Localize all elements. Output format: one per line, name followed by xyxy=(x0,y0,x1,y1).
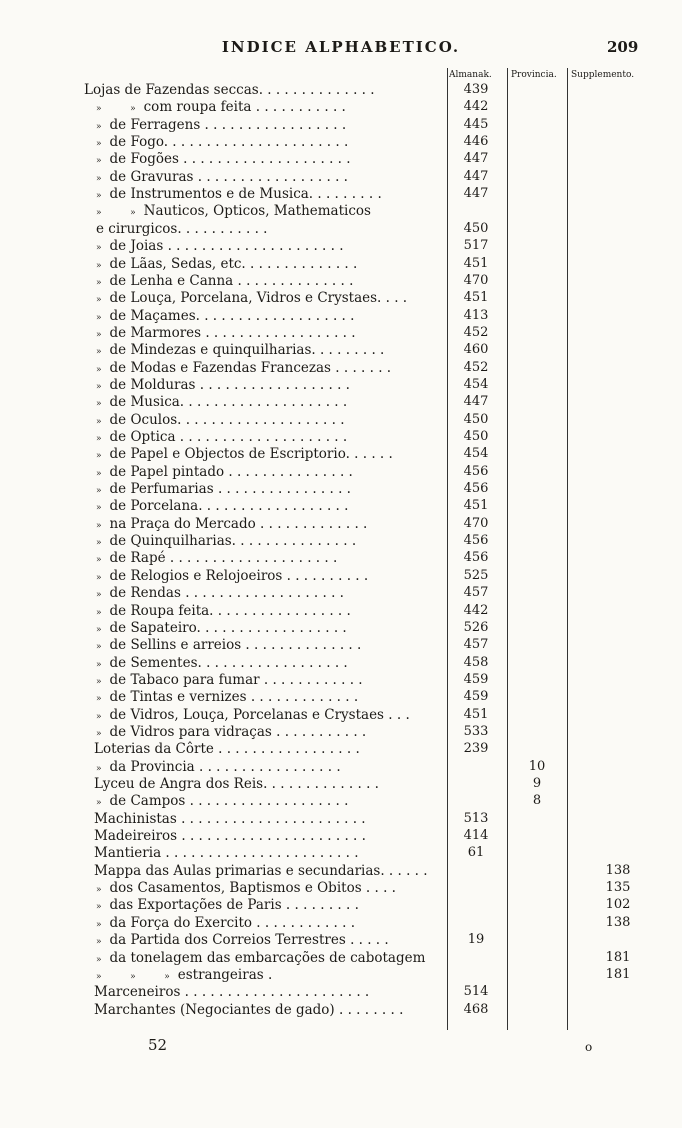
entry-text: Lyceu de Angra dos Reis. . . . . . . . . . . . . . xyxy=(94,776,379,792)
index-entry xyxy=(96,134,446,151)
page-ref-almanak: 460 xyxy=(463,342,489,358)
entry-text: de Molduras . . . . . . . . . . . . . . . . . . xyxy=(109,376,350,393)
ditto-mark: » xyxy=(96,416,102,427)
entry-text: de Vidros, Louça, Porcelanas e Crystaes . . . xyxy=(109,706,410,723)
page-ref-almanak: 452 xyxy=(463,324,489,340)
index-entry xyxy=(96,238,446,255)
index-entry xyxy=(96,325,446,342)
index-entry xyxy=(96,950,446,967)
entry-text: de Louça, Porcelana, Vidros e Crystaes. . . . xyxy=(109,290,408,307)
index-entry xyxy=(94,776,446,793)
index-entry xyxy=(96,689,446,706)
page-ref-almanak: 525 xyxy=(463,567,489,583)
index-entry xyxy=(96,99,446,116)
entry-text: de Maçames. . . . . . . . . . . . . . . . . . . xyxy=(109,307,355,324)
entry-text: de Sellins e arreios . . . . . . . . . . . . . . xyxy=(109,637,362,654)
index-entry xyxy=(96,637,446,654)
index-entry xyxy=(96,585,446,602)
ditto-mark: » xyxy=(96,590,102,601)
ditto-mark: » xyxy=(96,156,102,167)
ditto-mark: » xyxy=(96,121,102,132)
index-entry xyxy=(96,793,446,810)
entry-text: de Tintas e vernizes . . . . . . . . . . . . . xyxy=(109,689,359,706)
entry-text: de Fogo. . . . . . . . . . . . . . . . . . . . . . xyxy=(109,134,349,151)
index-entry xyxy=(96,308,446,325)
entry-text: de Quinquilharias. . . . . . . . . . . . . . . xyxy=(109,533,357,550)
page-ref-supplemento: 138 xyxy=(605,862,631,878)
ditto-mark: » xyxy=(96,381,102,392)
index-entry xyxy=(96,446,446,463)
index-entry xyxy=(96,117,446,134)
page-title: INDICE ALPHABETICO. xyxy=(221,38,461,56)
entry-text: Marceneiros . . . . . . . . . . . . . . . . . . . . . . xyxy=(94,984,370,1001)
ditto-mark: » xyxy=(96,676,102,687)
ditto-mark: » xyxy=(96,763,102,774)
ditto-mark: » xyxy=(96,607,102,618)
entry-text: de Joias . . . . . . . . . . . . . . . . . . . . . xyxy=(109,238,344,255)
page-ref-almanak: 459 xyxy=(463,671,489,687)
index-entry xyxy=(96,915,446,932)
page-ref-almanak: 526 xyxy=(463,619,489,635)
ditto-mark: » xyxy=(96,312,102,323)
ditto-mark: » xyxy=(96,919,102,930)
index-entry xyxy=(94,984,446,1001)
index-entry xyxy=(96,672,446,689)
column-divider xyxy=(507,68,508,1030)
column-header-provincia: Provincia. xyxy=(511,70,557,80)
ditto-mark: » xyxy=(96,243,102,254)
ditto-mark: » xyxy=(96,572,102,583)
index-entry xyxy=(96,759,446,776)
entry-text: das Exportações de Paris . . . . . . . . . xyxy=(109,897,359,914)
index-entry xyxy=(96,533,446,550)
ditto-mark: » xyxy=(96,694,102,705)
entry-text: de Papel e Objectos de Escriptorio. . . . . . xyxy=(109,446,393,463)
page-ref-provincia: 9 xyxy=(532,776,542,791)
page-ref-almanak: 61 xyxy=(467,845,485,861)
page-ref-almanak: 451 xyxy=(463,290,489,306)
entry-text: da Partida dos Correios Terrestres . . . . . xyxy=(109,932,389,949)
entry-text: de Marmores . . . . . . . . . . . . . . . . . . xyxy=(109,324,356,341)
page-ref-almanak: 446 xyxy=(463,134,489,150)
index-entry xyxy=(96,724,446,741)
ditto-mark: » xyxy=(96,555,102,566)
entry-text: de Porcelana. . . . . . . . . . . . . . . . . . xyxy=(109,498,349,515)
page-ref-supplemento: 181 xyxy=(605,949,631,965)
ditto-mark: » xyxy=(96,503,102,514)
index-entry xyxy=(96,221,446,238)
entry-text: de Roupa feita. . . . . . . . . . . . . . . . . xyxy=(109,602,351,619)
ditto-mark: » xyxy=(96,451,102,462)
entry-text: de Vidros para vidraças . . . . . . . . . . . xyxy=(109,723,367,740)
page-ref-almanak: 458 xyxy=(463,654,489,670)
page-ref-almanak: 470 xyxy=(463,515,489,531)
index-entry xyxy=(96,897,446,914)
column-header-supplemento: Supplemento. xyxy=(571,70,635,80)
ditto-mark: » xyxy=(96,711,102,722)
ditto-mark: » xyxy=(96,954,102,965)
entry-text: de Campos . . . . . . . . . . . . . . . . . . . xyxy=(109,793,349,810)
index-entry xyxy=(94,828,446,845)
page-ref-almanak: 456 xyxy=(463,550,489,566)
page-ref-almanak: 457 xyxy=(463,585,489,601)
page-ref-provincia: 8 xyxy=(532,793,542,809)
ditto-mark: » xyxy=(96,659,102,670)
ditto-mark: » xyxy=(96,347,102,358)
entry-text: Marchantes (Negociantes de gado) . . . . . . . . xyxy=(94,1001,404,1018)
entry-text: da tonelagem das embarcações de cabotagem xyxy=(109,949,426,966)
ditto-mark: » xyxy=(96,728,102,739)
page-ref-provincia: 10 xyxy=(528,758,546,774)
index-entry xyxy=(96,290,446,307)
index-entry xyxy=(94,741,446,758)
page-ref-almanak: 514 xyxy=(463,984,489,1000)
ditto-mark: » xyxy=(96,364,102,375)
index-entry xyxy=(96,342,446,359)
index-entry xyxy=(94,863,446,880)
page-ref-almanak: 468 xyxy=(463,1001,489,1017)
ditto-mark: » xyxy=(96,538,102,549)
page-ref-almanak: 459 xyxy=(463,689,489,705)
index-entry xyxy=(96,360,446,377)
entry-text: de Lenha e Canna . . . . . . . . . . . . . . xyxy=(109,272,354,289)
ditto-mark: » » » xyxy=(96,971,170,982)
page-ref-almanak: 447 xyxy=(463,168,489,184)
entry-text: de Lãas, Sedas, etc. . . . . . . . . . . . . . xyxy=(109,255,358,272)
page-ref-almanak: 450 xyxy=(463,429,489,444)
ditto-mark: » xyxy=(96,329,102,340)
entry-text: de Musica. . . . . . . . . . . . . . . . . . . . xyxy=(109,394,348,411)
entry-text: da Provincia . . . . . . . . . . . . . . . . . xyxy=(109,758,341,775)
page-ref-almanak: 414 xyxy=(463,828,489,844)
page-ref-almanak: 445 xyxy=(463,116,489,132)
index-entry xyxy=(96,707,446,724)
index-entry xyxy=(96,273,446,290)
column-header-almanak: Almanak. xyxy=(449,70,492,80)
page-ref-almanak: 451 xyxy=(463,498,489,514)
page-ref-almanak: 447 xyxy=(463,151,489,167)
ditto-mark: » xyxy=(96,295,102,306)
index-entry xyxy=(96,151,446,168)
ditto-mark: » xyxy=(96,173,102,184)
index-entry xyxy=(96,464,446,481)
entry-text: de Mindezas e quinquilharias. . . . . . . . . xyxy=(109,342,385,359)
page-number: 209 xyxy=(607,38,639,56)
ditto-mark: » xyxy=(96,260,102,271)
page-ref-supplemento: 181 xyxy=(605,966,631,982)
page-ref-almanak: 457 xyxy=(463,637,489,653)
ditto-mark: » xyxy=(96,277,102,288)
page-ref-almanak: 513 xyxy=(463,810,489,826)
entry-text: de Gravuras . . . . . . . . . . . . . . . . . . xyxy=(109,168,348,185)
ditto-mark: » xyxy=(96,937,102,948)
index-entry xyxy=(96,429,446,446)
index-entry xyxy=(96,169,446,186)
entry-text: de Oculos. . . . . . . . . . . . . . . . . . . . xyxy=(109,411,345,428)
index-entry xyxy=(96,655,446,672)
entry-text: Lojas de Fazendas seccas. . . . . . . . . . . . . . xyxy=(84,82,375,98)
page-ref-supplemento: 102 xyxy=(605,897,631,913)
page-ref-almanak: 442 xyxy=(463,99,489,115)
page-ref-supplemento: 138 xyxy=(605,914,631,930)
index-entry xyxy=(96,203,446,220)
footer-mark: o xyxy=(585,1040,593,1054)
page-ref-supplemento: 135 xyxy=(605,880,631,896)
page-ref-almanak: 450 xyxy=(463,411,489,427)
index-entry xyxy=(96,412,446,429)
ditto-mark: » xyxy=(96,191,102,202)
page-ref-almanak: 452 xyxy=(463,359,489,375)
index-entry xyxy=(96,568,446,585)
entry-text: de Tabaco para fumar . . . . . . . . . . . . xyxy=(109,671,363,688)
column-divider xyxy=(567,68,568,1030)
entry-text: de Papel pintado . . . . . . . . . . . . . . . xyxy=(109,463,353,480)
index-entry xyxy=(96,967,446,984)
page-ref-almanak: 456 xyxy=(463,463,489,479)
ditto-mark: » » xyxy=(96,104,136,115)
page-ref-almanak: 456 xyxy=(463,533,489,549)
entry-text: estrangeiras . xyxy=(177,966,273,983)
entry-text: da Força do Exercito . . . . . . . . . . . . xyxy=(109,914,356,931)
page-ref-almanak: 451 xyxy=(463,255,489,271)
entry-text: Nauticos, Opticos, Mathematicos xyxy=(143,203,371,220)
page-ref-almanak: 413 xyxy=(463,307,489,323)
entry-text: de Rapé . . . . . . . . . . . . . . . . . . . . xyxy=(109,550,338,567)
index-entry xyxy=(96,498,446,515)
index-entry xyxy=(96,256,446,273)
entry-text: de Perfumarias . . . . . . . . . . . . . . . . xyxy=(109,481,351,498)
ditto-mark: » xyxy=(96,885,102,896)
index-entry xyxy=(96,603,446,620)
index-entry xyxy=(84,82,446,99)
page-ref-almanak: 533 xyxy=(463,723,489,739)
ditto-mark: » xyxy=(96,642,102,653)
entry-text: de Rendas . . . . . . . . . . . . . . . . . . . xyxy=(109,585,344,602)
page-ref-almanak: 451 xyxy=(463,706,489,722)
page-ref-almanak: 442 xyxy=(463,602,489,618)
entry-text: Madeireiros . . . . . . . . . . . . . . . . . . . . . . xyxy=(94,828,366,845)
entry-text: na Praça do Mercado . . . . . . . . . . . . . xyxy=(109,515,368,532)
page-ref-almanak: 470 xyxy=(463,272,489,288)
ditto-mark: » xyxy=(96,798,102,809)
entry-text: com roupa feita . . . . . . . . . . . xyxy=(143,99,346,116)
entry-text: de Sementes. . . . . . . . . . . . . . . . . . xyxy=(109,654,348,671)
ditto-mark: » xyxy=(96,399,102,410)
entry-text: Machinistas . . . . . . . . . . . . . . . . . . . . . . xyxy=(94,810,366,827)
index-entry xyxy=(96,516,446,533)
entry-text: de Relogios e Relojoeiros . . . . . . . . . . xyxy=(109,567,369,584)
page-ref-almanak: 447 xyxy=(463,394,489,410)
index-entry xyxy=(96,932,446,949)
index-entry xyxy=(96,880,446,897)
index-entry xyxy=(96,186,446,203)
ditto-mark: » » xyxy=(96,208,136,219)
index-entry xyxy=(96,620,446,637)
entry-text: dos Casamentos, Baptismos e Obitos . . . . xyxy=(109,880,396,897)
ditto-mark: » xyxy=(96,902,102,913)
index-entry xyxy=(96,394,446,411)
entry-text: Mantieria . . . . . . . . . . . . . . . . . . . . . . . xyxy=(94,845,359,862)
signature-mark: 52 xyxy=(148,1036,168,1054)
ditto-mark: » xyxy=(96,434,102,444)
page-ref-almanak: 19 xyxy=(467,932,485,948)
index-entry xyxy=(94,811,446,828)
page-ref-almanak: 456 xyxy=(463,481,489,497)
page-ref-almanak: 447 xyxy=(463,186,489,202)
page-ref-almanak: 239 xyxy=(463,741,489,757)
page-ref-almanak: 517 xyxy=(463,238,489,254)
entry-text: e cirurgicos. . . . . . . . . . . xyxy=(96,220,268,237)
entry-text: de Fogões . . . . . . . . . . . . . . . . . . . . xyxy=(109,151,351,168)
page-ref-almanak: 454 xyxy=(463,376,489,392)
page-ref-almanak: 450 xyxy=(463,220,489,236)
column-divider xyxy=(447,68,448,1030)
entry-text: de Instrumentos e de Musica. . . . . . . . . xyxy=(109,186,382,203)
index-entry xyxy=(96,481,446,498)
ditto-mark: » xyxy=(96,486,102,497)
entry-text: de Optica . . . . . . . . . . . . . . . . . . . . xyxy=(109,429,348,445)
index-entry xyxy=(94,1002,446,1019)
ditto-mark: » xyxy=(96,139,102,150)
page-ref-almanak: 439 xyxy=(463,82,489,97)
ditto-mark: » xyxy=(96,624,102,635)
index-entry xyxy=(96,377,446,394)
ditto-mark: » xyxy=(96,468,102,479)
page-ref-almanak: 454 xyxy=(463,446,489,462)
entry-text: Loterias da Côrte . . . . . . . . . . . . . . . . . xyxy=(94,741,360,758)
index-entry xyxy=(96,550,446,567)
index-entry xyxy=(94,845,446,862)
entry-text: de Modas e Fazendas Francezas . . . . . . . xyxy=(109,359,392,376)
entry-text: Mappa das Aulas primarias e secundarias. . . . . . xyxy=(94,862,428,879)
entry-text: de Sapateiro. . . . . . . . . . . . . . . . . . xyxy=(109,619,347,636)
entry-text: de Ferragens . . . . . . . . . . . . . . . . . xyxy=(109,116,347,133)
ditto-mark: » xyxy=(96,520,102,531)
